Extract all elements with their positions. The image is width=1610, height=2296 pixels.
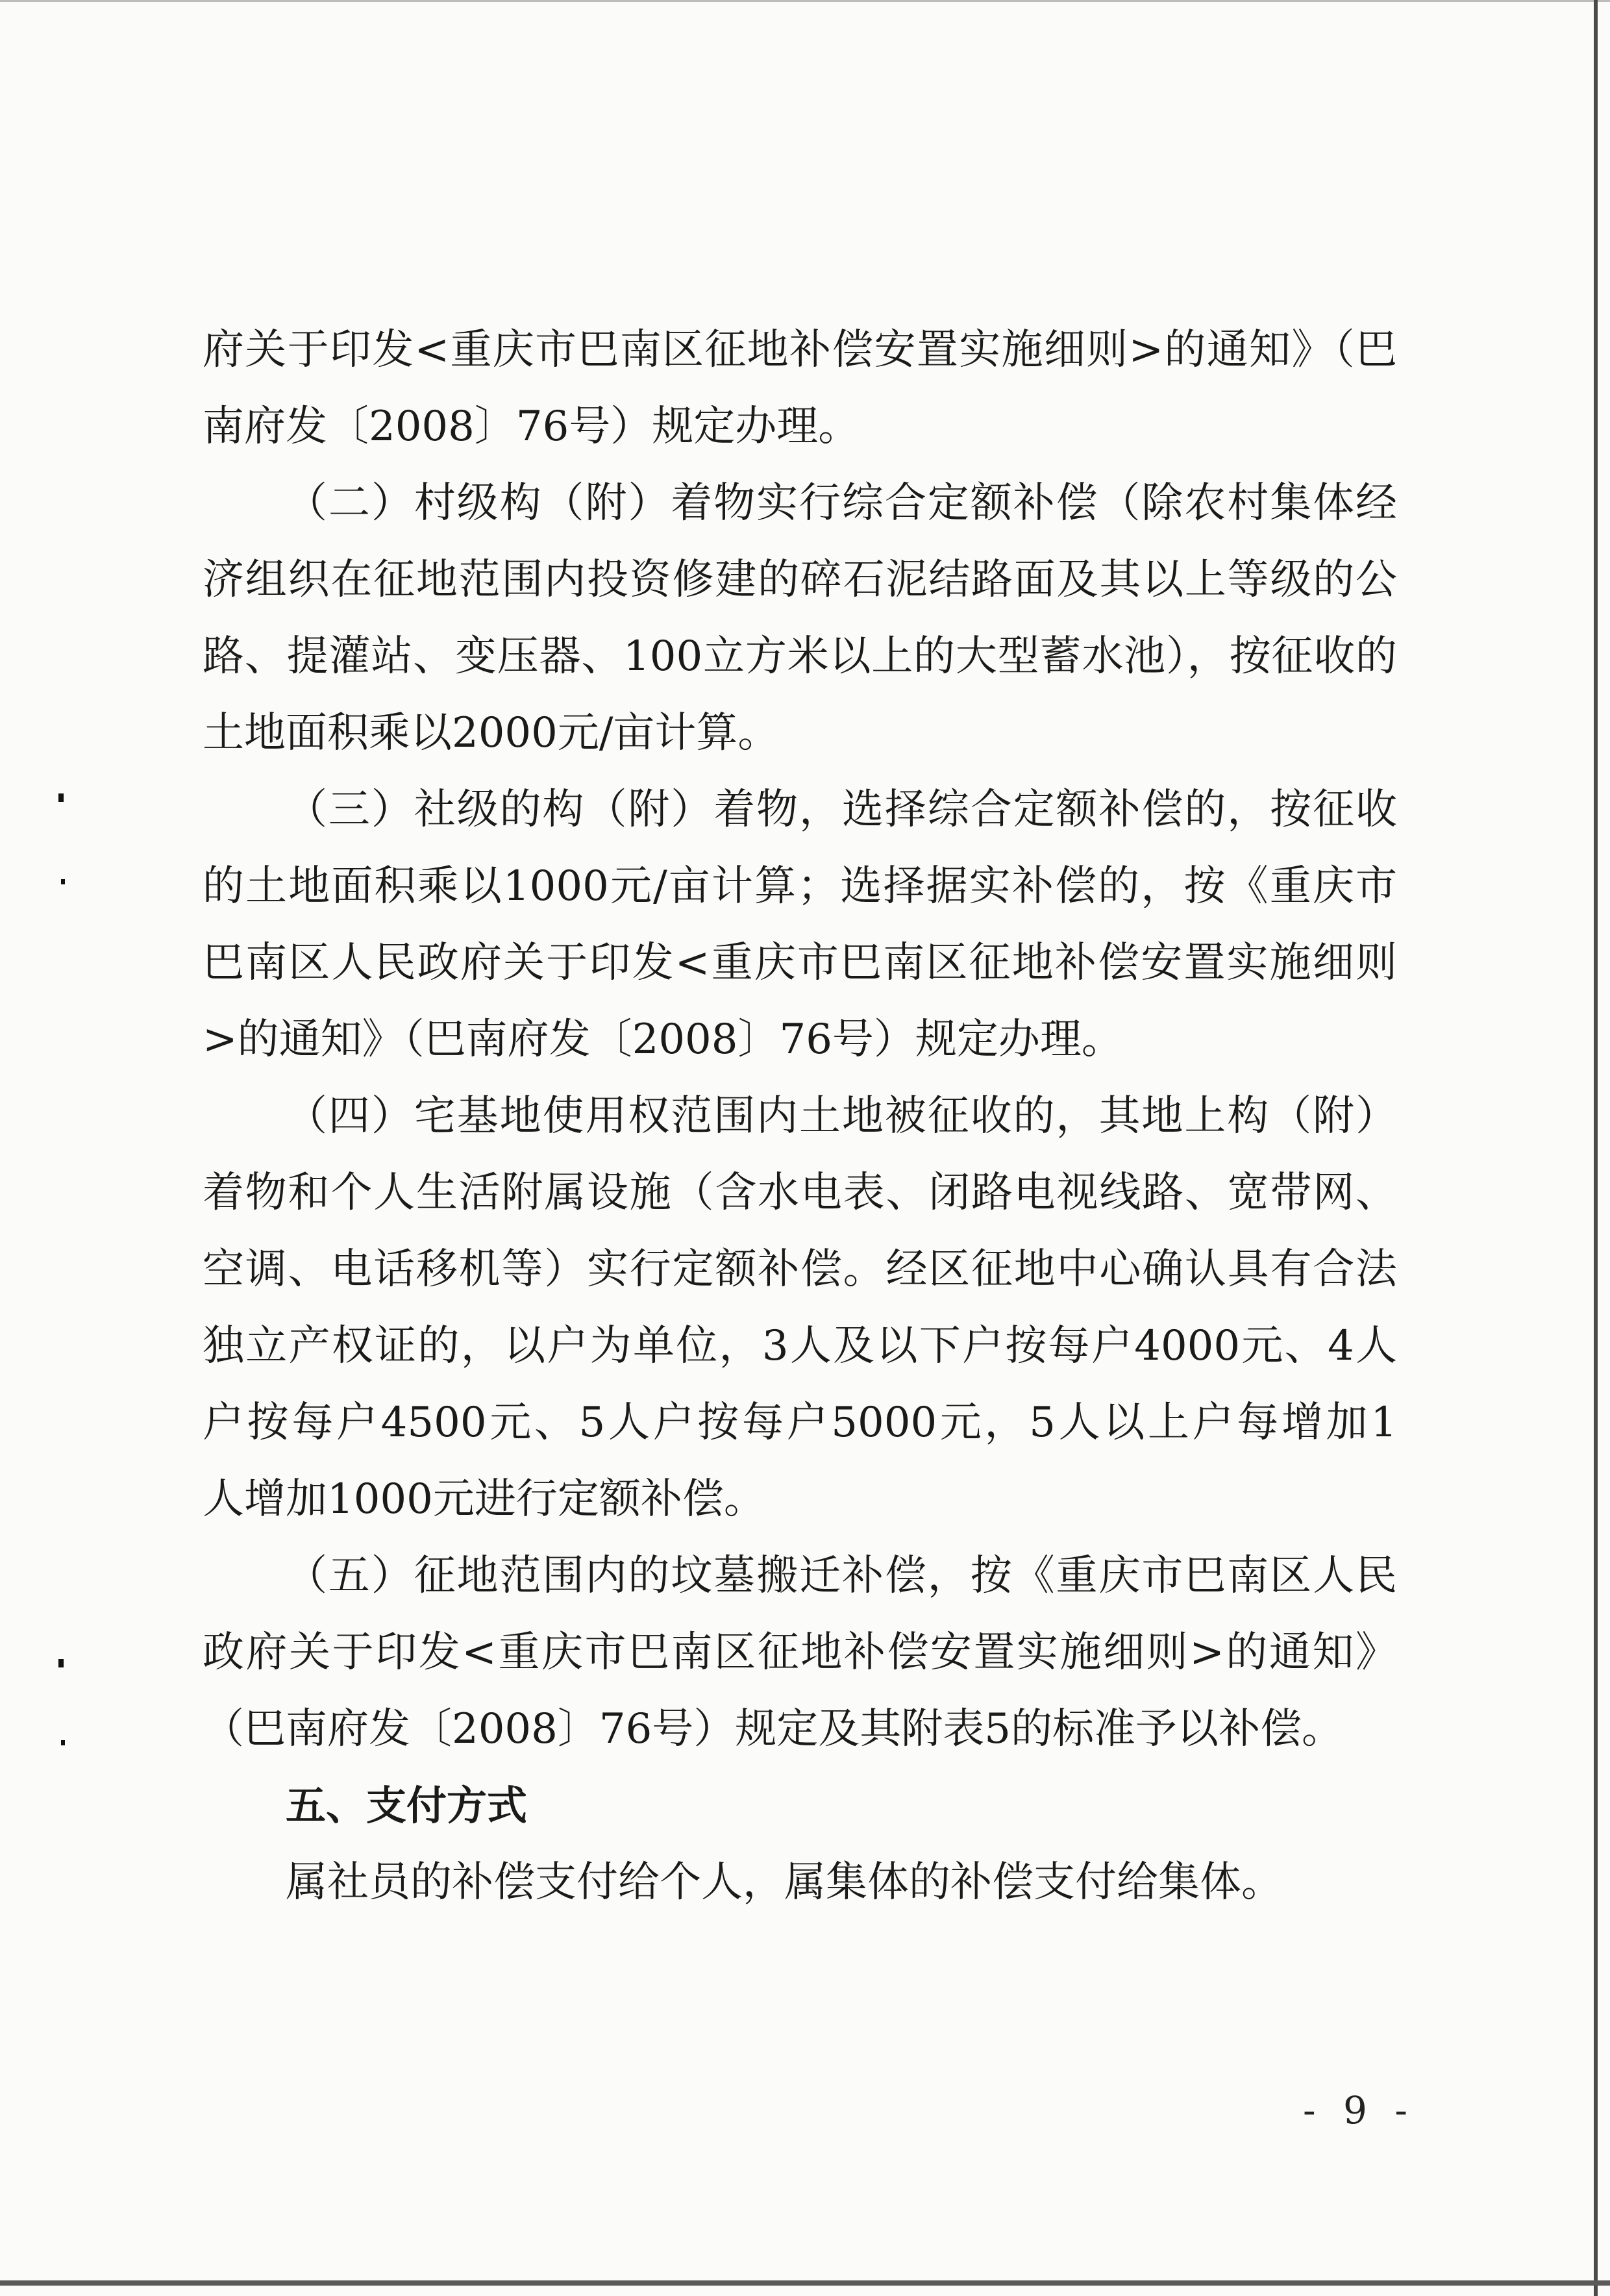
body-line: （五）征地范围内的坟墓搬迁补偿，按《重庆市巴南区人民 [286,1552,1397,1600]
body-line: （巴南府发〔2008〕76号）规定及其附表5的标准予以补偿。 [203,1705,1344,1753]
scan-speck [58,793,64,802]
body-line: 空调、电话移机等）实行定额补偿。经区征地中心确认具有合法 [203,1245,1397,1293]
body-line: 政府关于印发<重庆市巴南区征地补偿安置实施细则>的通知》 [203,1628,1397,1677]
body-line: （二）村级构（附）着物实行综合定额补偿（除农村集体经 [286,479,1397,527]
body-line: 独立产权证的，以户为单位，3人及以下户按每户4000元、4人 [203,1322,1397,1370]
body-line: （三）社级的构（附）着物，选择综合定额补偿的，按征收 [286,786,1397,834]
scan-speck [61,1740,65,1745]
body-line: 府关于印发<重庆市巴南区征地补偿安置实施细则>的通知》（巴 [203,326,1397,374]
body-line: 巴南区人民政府关于印发<重庆市巴南区征地补偿安置实施细则 [203,939,1397,987]
page-number: - 9 - [1303,2088,1415,2132]
scan-border-bottom [0,2280,1610,2286]
body-line: 属社员的补偿支付给个人，属集体的补偿支付给集体。 [286,1858,1283,1906]
body-line: 着物和个人生活附属设施（含水电表、闭路电视线路、宽带网、 [203,1169,1397,1217]
scan-border-right [1594,0,1598,2296]
document-body [203,312,1397,1921]
body-line: 人增加1000元进行定额补偿。 [203,1475,765,1523]
body-line: （四）宅基地使用权范围内土地被征收的，其地上构（附） [286,1092,1397,1140]
scan-speck [61,879,65,884]
body-line: 南府发〔2008〕76号）规定办理。 [203,403,860,451]
section-heading: 五、支付方式 [286,1782,528,1829]
body-line: 路、提灌站、变压器、100立方米以上的大型蓄水池），按征收的 [203,632,1397,680]
scan-border-top [0,0,1610,2]
scan-speck [58,1659,64,1667]
body-line: 土地面积乘以2000元/亩计算。 [203,709,780,757]
body-line: >的通知》（巴南府发〔2008〕76号）规定办理。 [203,1016,1123,1064]
body-line: 的土地面积乘以1000元/亩计算；选择据实补偿的，按《重庆市 [203,862,1397,910]
body-line: 户按每户4500元、5人户按每户5000元，5人以上户每增加1 [203,1399,1397,1447]
body-line: 济组织在征地范围内投资修建的碎石泥结路面及其以上等级的公 [203,556,1397,604]
